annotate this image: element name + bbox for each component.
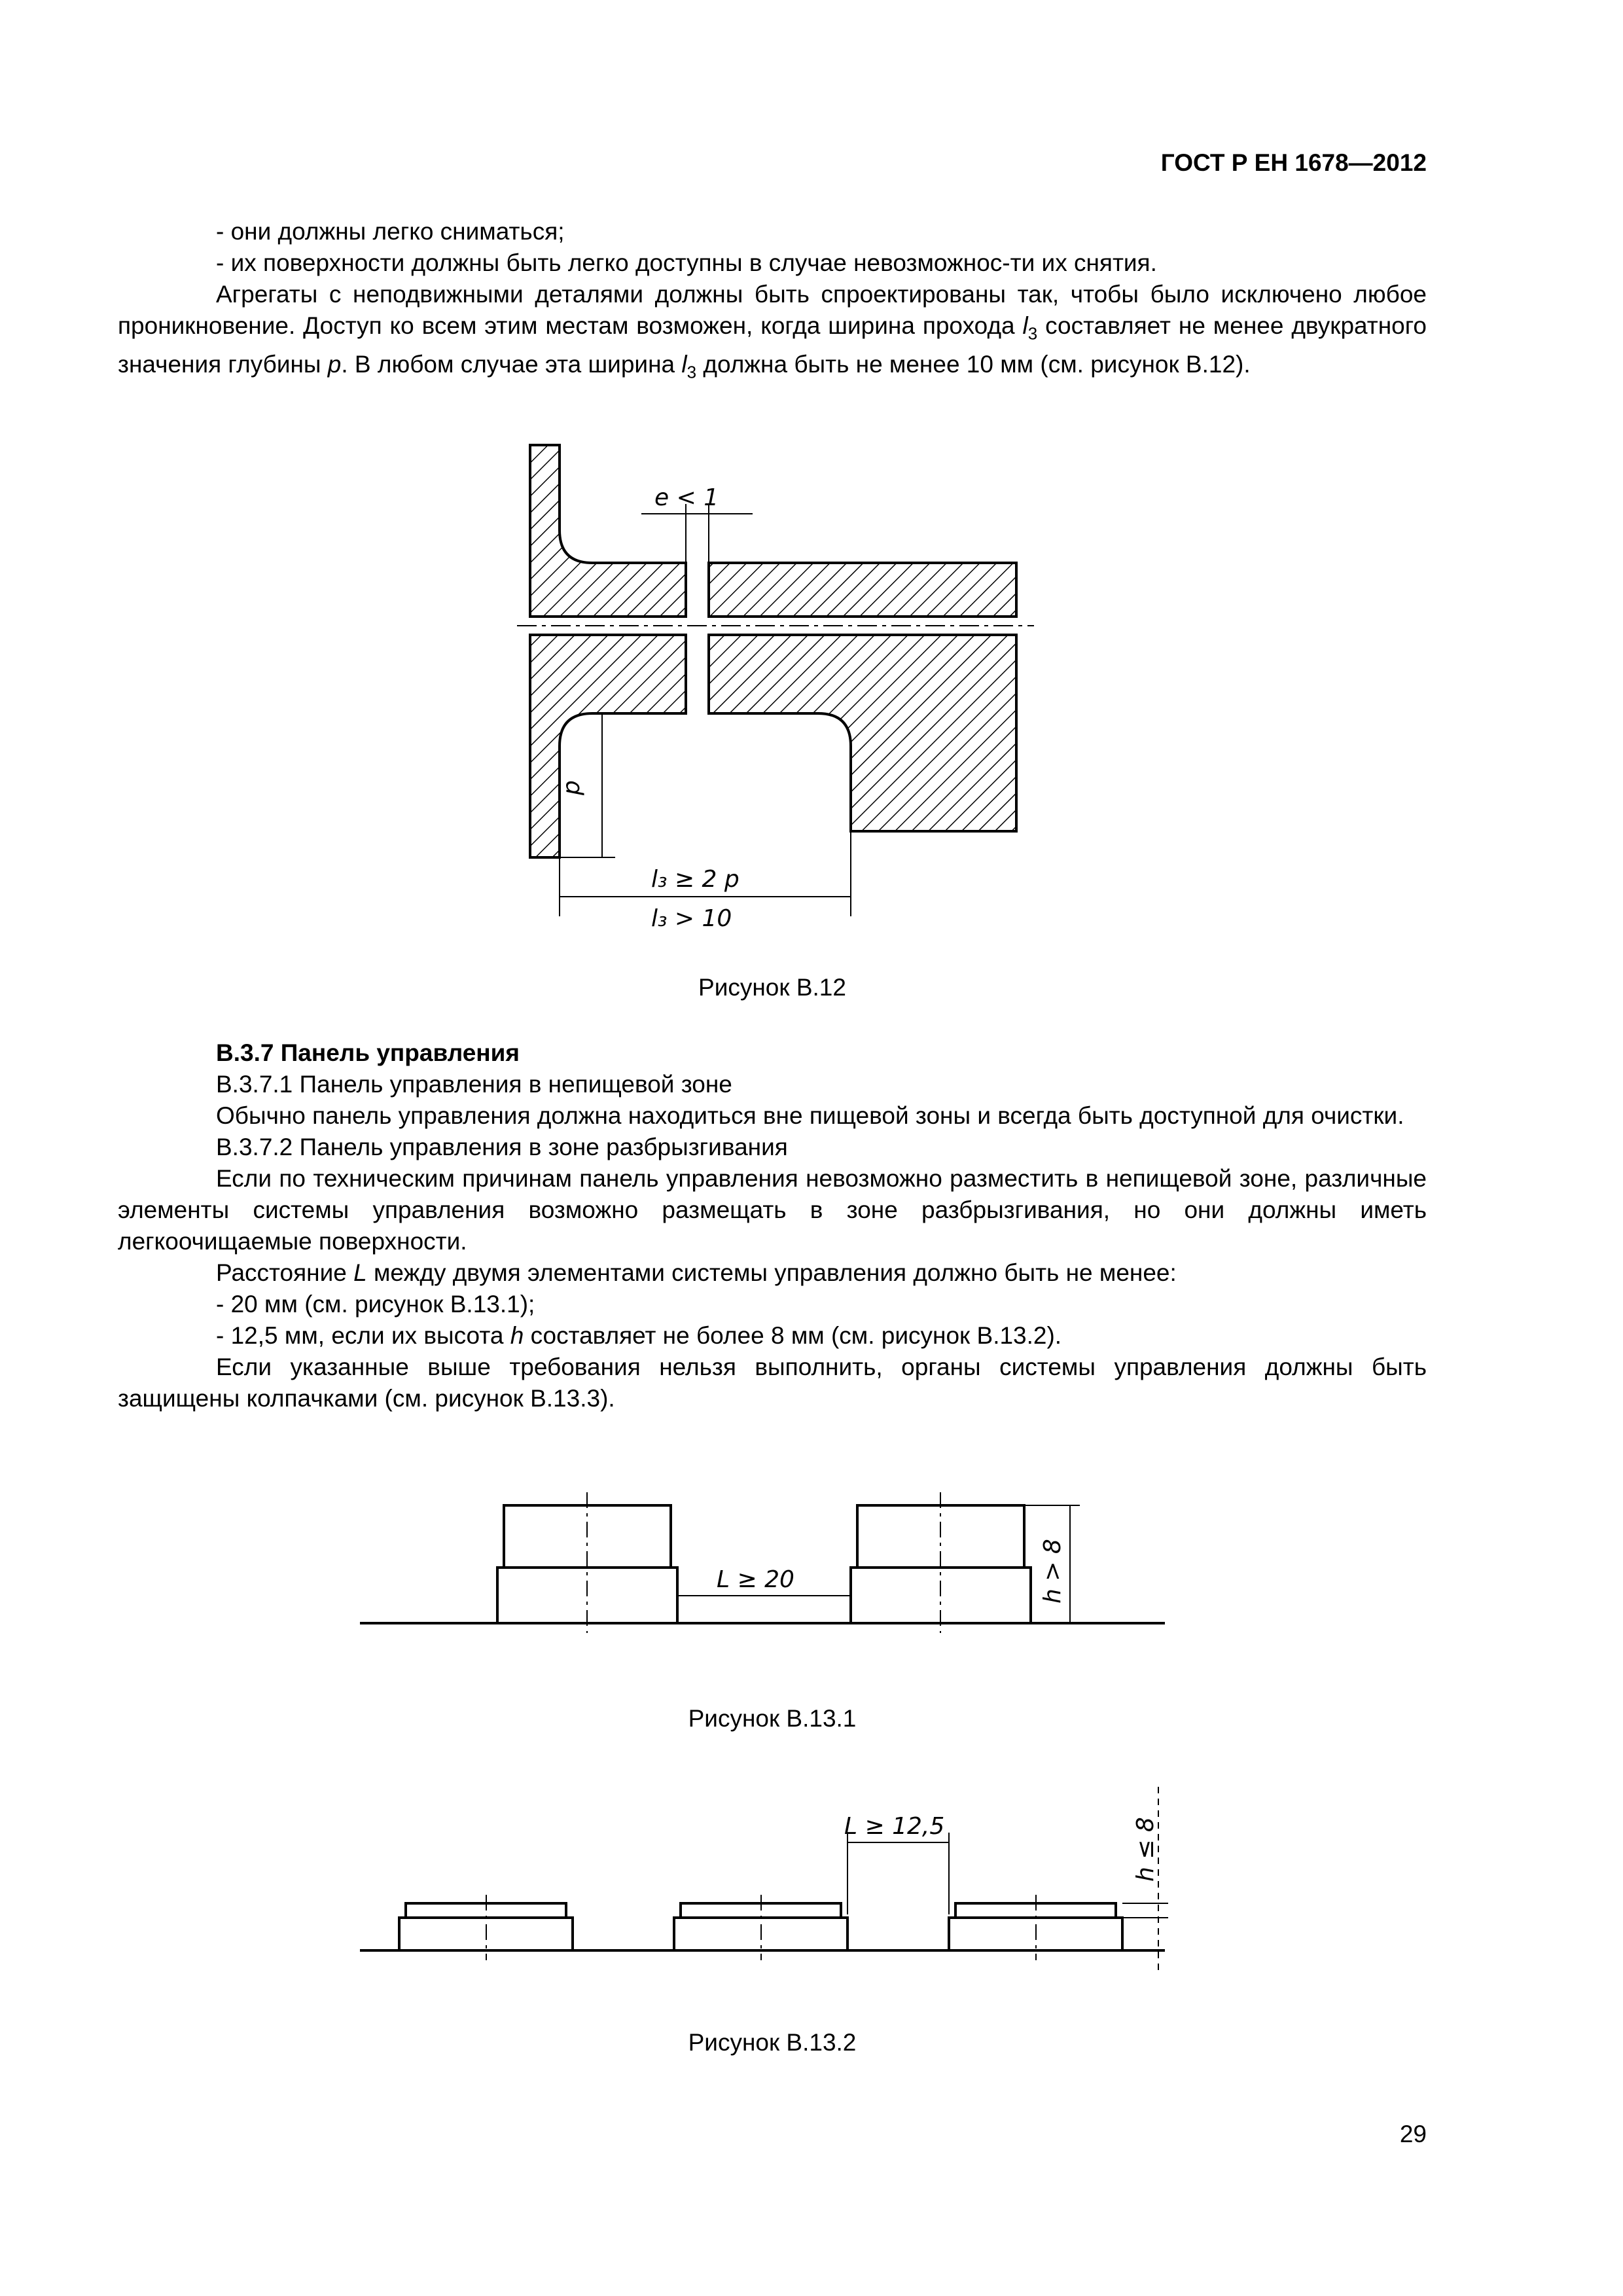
figure-b12-caption: Рисунок В.12 <box>698 974 846 1001</box>
distance-text: Расстояние L между двумя элементами системы управления должно быть не менее: <box>216 1259 1177 1286</box>
figure-b131-caption: Рисунок В.13.1 <box>688 1705 857 1732</box>
figure-b132-label-L: L ≥ 12,5 <box>844 1813 945 1840</box>
section-b372-title: В.3.7.2 Панель управления в зоне разбрызгивания <box>216 1134 788 1160</box>
section-b37 <box>118 1037 1427 1414</box>
section-b371-title: В.3.7.1 Панель управления в непищевой зоне <box>216 1071 732 1098</box>
section-b37-title: В.3.7 Панель управления <box>216 1039 520 1066</box>
distance-item-2: - 12,5 мм, если их высота h составляет не более 8 мм (см. рисунок В.13.2). <box>216 1322 1062 1349</box>
page-number: 29 <box>1399 2121 1427 2147</box>
section-b372-text: Если по техническим причинам панель управления невозможно разместить в непищевой зоне, различные элементы системы управления возможно размещать в зоне разбрызгивания, но они должны иметь легкоочищаемые поверхности. <box>118 1165 1427 1255</box>
figure-b12-label-l3-10: l₃ > 10 <box>651 905 732 932</box>
figure-b12-label-p: p <box>558 780 585 795</box>
figure-b131-drawing <box>353 1479 1178 1649</box>
intro-paragraph: Агрегаты с неподвижными деталями должны быть спроектированы так, чтобы было исключено любое проникновение. Доступ ко всем этим местам возможен, когда ширина прохода $l_3$ составляет не менее двукратного значения глубины p. В любом случае эта ширина $l_3$ должна быть не менее 10 мм (см. рисунок В.12). <box>118 281 1427 382</box>
figure-b132-caption: Рисунок В.13.2 <box>688 2029 857 2056</box>
figure-b12-drawing <box>510 432 1047 956</box>
intro-line-1: - они должны легко сниматься; <box>216 218 565 245</box>
document-header: ГОСТ Р ЕН 1678—2012 <box>1160 149 1427 176</box>
figure-b131-label-h: h > 8 <box>1039 1539 1066 1604</box>
figure-b132-label-h: h ≤ 8 <box>1132 1817 1159 1882</box>
figure-b132-drawing <box>353 1787 1178 1983</box>
figure-b131-label-L: L ≥ 20 <box>717 1566 794 1593</box>
section-b371-text: Обычно панель управления должна находиться вне пищевой зоны и всегда быть доступной для очистки. <box>216 1102 1404 1129</box>
distance-item-1: - 20 мм (см. рисунок В.13.1); <box>216 1291 535 1318</box>
intro-text <box>118 216 1427 388</box>
section-b37-final: Если указанные выше требования нельзя выполнить, органы системы управления должны быть защищены колпачками (см. рисунок В.13.3). <box>118 1354 1427 1412</box>
figure-b12-label-e: e < 1 <box>654 484 719 511</box>
intro-line-2: - их поверхности должны быть легко доступны в случае невозможнос-ти их снятия. <box>216 249 1157 276</box>
figure-b12-label-l3-2p: l₃ ≥ 2 p <box>651 866 740 893</box>
